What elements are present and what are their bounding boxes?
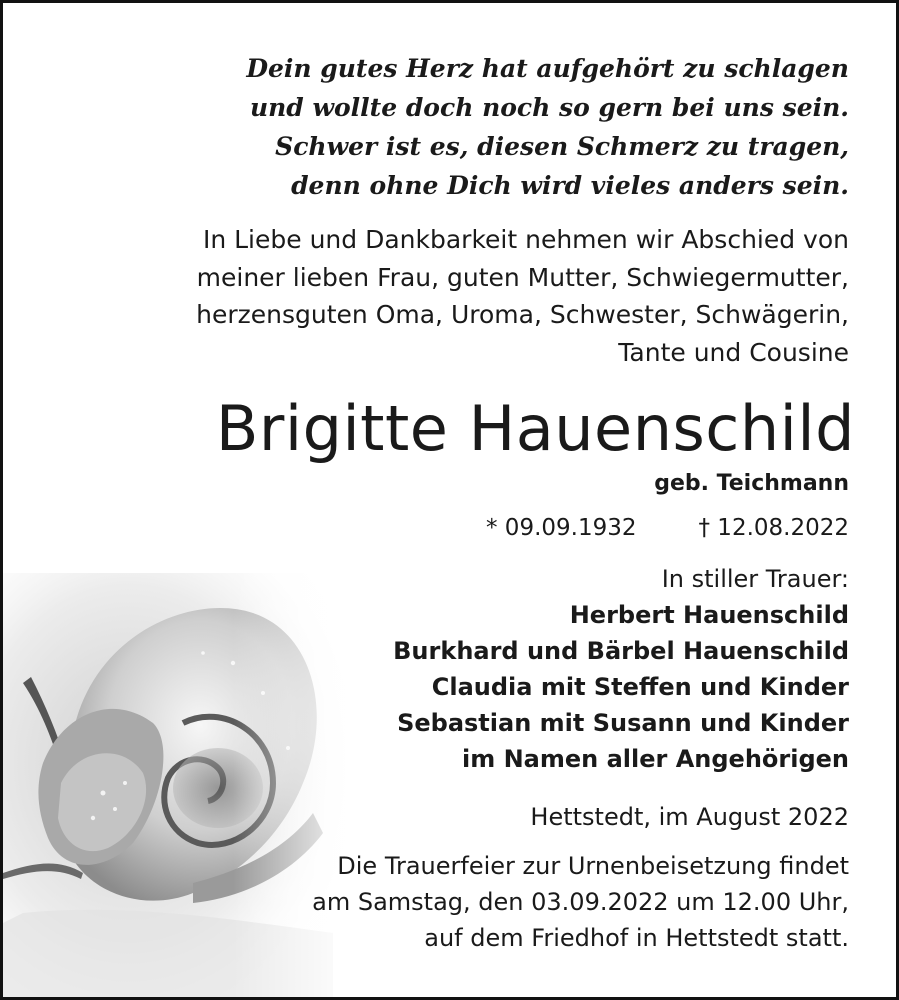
mourners-list	[29, 597, 849, 777]
place-date: Hettstedt, im August 2022	[530, 803, 849, 831]
poem	[29, 49, 849, 205]
mourner-name: Herbert Hauenschild	[569, 601, 849, 629]
obituary-text	[29, 3, 855, 956]
poem-line: denn ohne Dich wird vieles anders sein.	[291, 171, 849, 200]
intro-line: In Liebe und Dankbarkeit nehmen wir Abschied von	[202, 225, 849, 254]
mourner-name: Sebastian mit Susann und Kinder	[397, 709, 849, 737]
life-dates	[29, 511, 849, 545]
ceremony-line: auf dem Friedhof in Hettstedt statt.	[424, 924, 849, 952]
ceremony-line: Die Trauerfeier zur Urnenbeisetzung findet	[337, 852, 849, 880]
ceremony-info	[29, 848, 849, 956]
poem-line: Dein gutes Herz hat aufgehört zu schlagen	[246, 54, 849, 83]
intro-line: herzensguten Oma, Uroma, Schwester, Schwägerin,	[196, 300, 849, 329]
mourner-name: Claudia mit Steffen und Kinder	[431, 673, 849, 701]
birth-name: geb. Teichmann	[654, 471, 849, 496]
deceased-name: Brigitte Hauenschild	[215, 392, 855, 465]
intro-line: meiner lieben Frau, guten Mutter, Schwiegermutter,	[196, 262, 849, 292]
ceremony-line: am Samstag, den 03.09.2022 um 12.00 Uhr,	[312, 888, 849, 916]
birth-date: * 09.09.1932	[486, 515, 637, 541]
farewell-intro	[29, 221, 849, 371]
poem-line: und wollte doch noch so gern bei uns sein.	[249, 93, 849, 122]
poem-line: Schwer ist es, diesen Schmerz zu tragen,	[275, 132, 849, 161]
mourning-label: In stiller Trauer:	[661, 565, 849, 593]
mourner-name: Burkhard und Bärbel Hauenschild	[393, 637, 849, 665]
mourner-name: im Namen aller Angehörigen	[461, 745, 849, 773]
intro-line: Tante und Cousine	[618, 337, 849, 367]
death-date: † 12.08.2022	[698, 515, 849, 541]
